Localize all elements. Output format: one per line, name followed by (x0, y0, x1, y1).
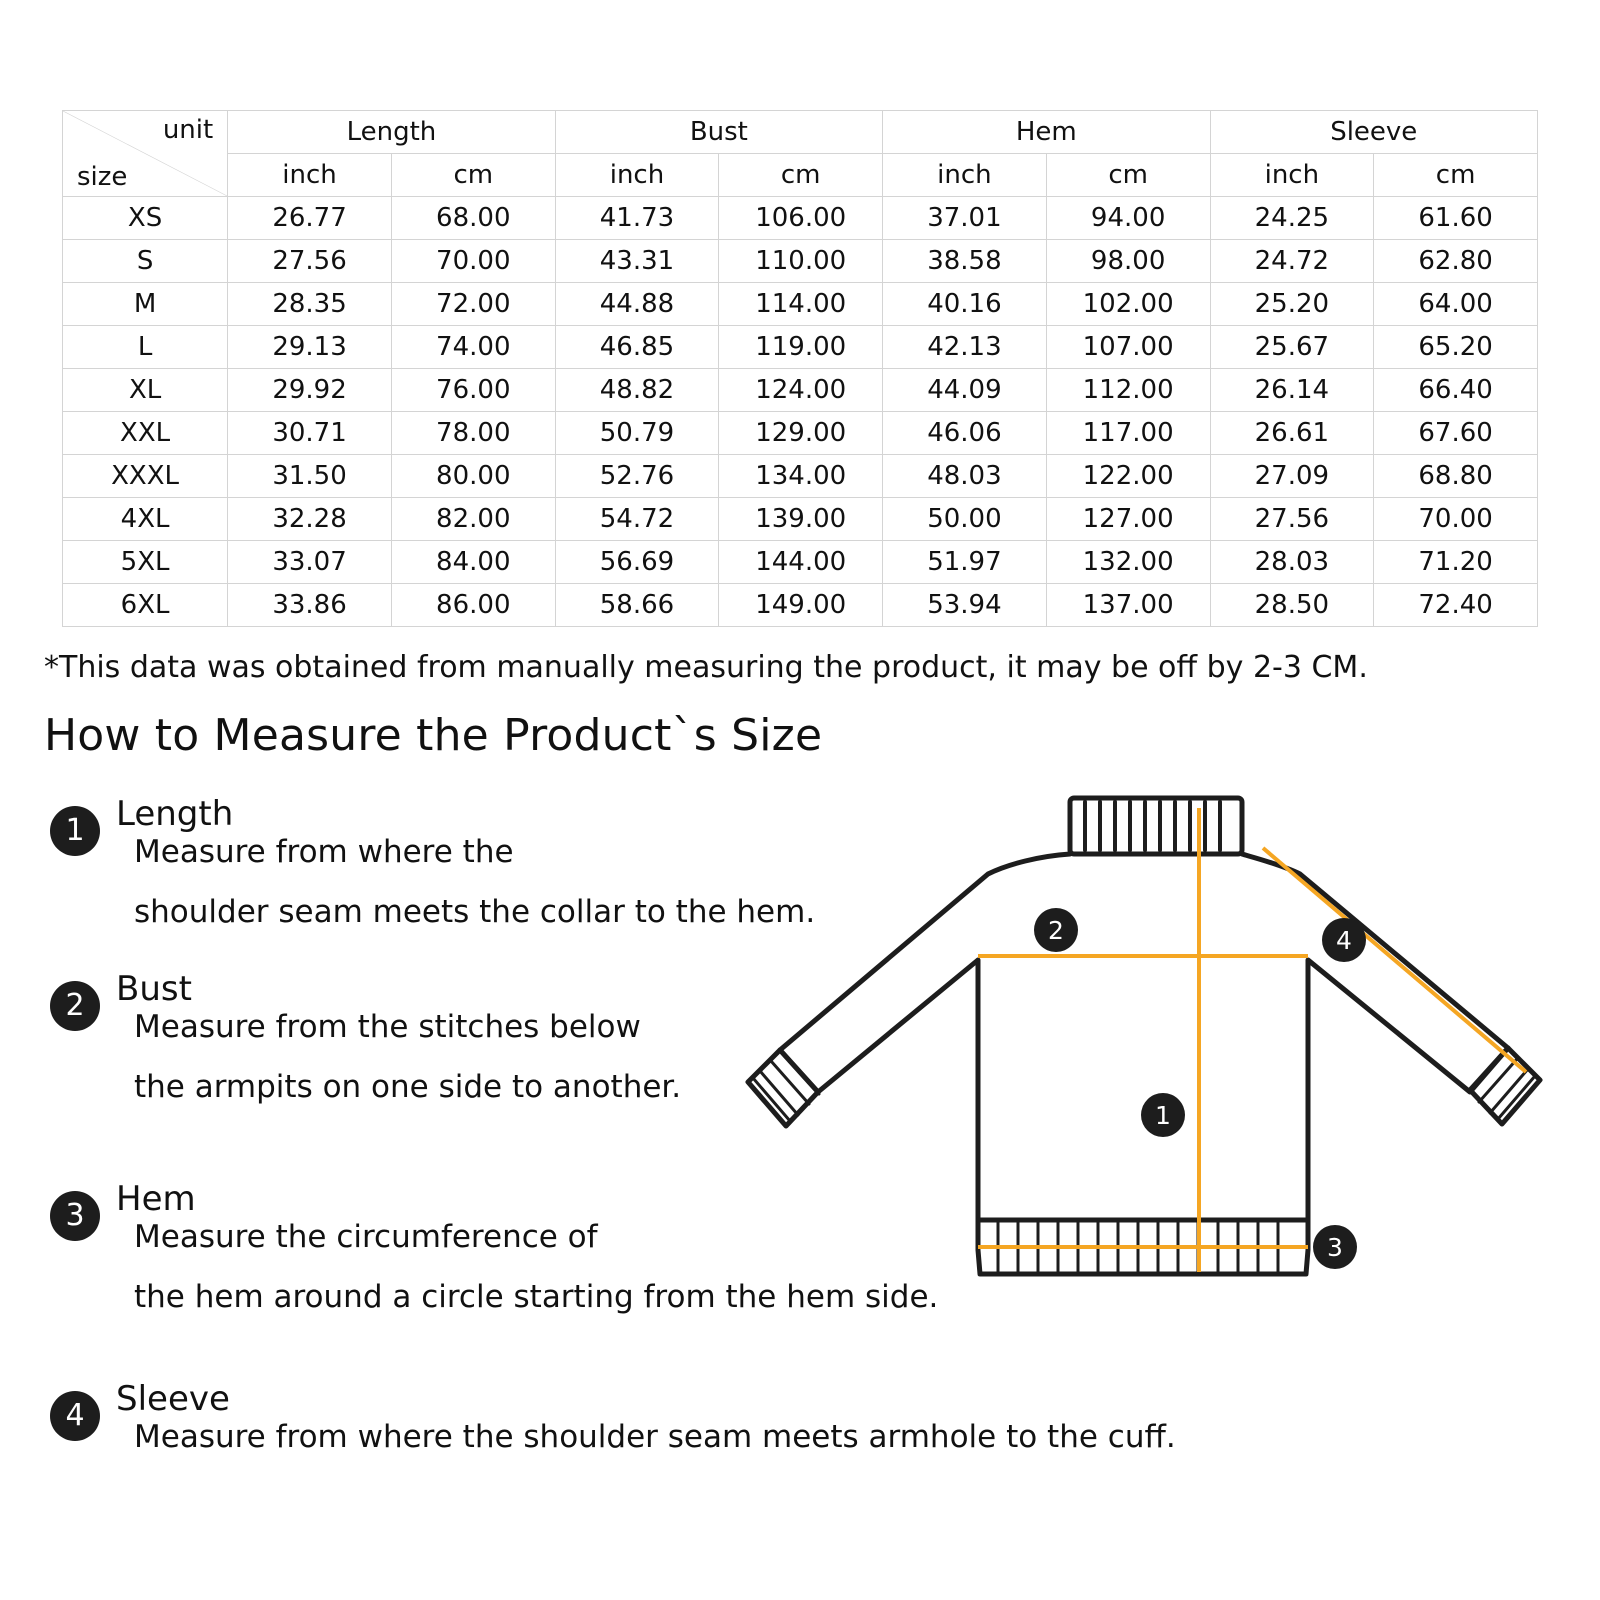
cell-sleeve-inch: 28.03 (1210, 541, 1374, 584)
cell-bust-inch: 52.76 (555, 455, 719, 498)
cell-length-cm: 74.00 (391, 326, 555, 369)
cell-hem-inch: 48.03 (883, 455, 1047, 498)
table-header-units (63, 154, 1538, 197)
cell-sleeve-cm: 70.00 (1374, 498, 1538, 541)
sweater-body-outline (780, 854, 1508, 1274)
step-badge-2: 2 (50, 981, 100, 1031)
step-title-bust: Bust (116, 969, 192, 1009)
step-desc-line1: Measure from where the shoulder seam meets armhole to the cuff. (134, 1419, 1176, 1455)
size-label: size (77, 162, 128, 192)
cell-hem-cm: 94.00 (1046, 197, 1210, 240)
table-row (63, 326, 1538, 369)
step-desc-line1: Measure the circumference of (134, 1219, 598, 1255)
cell-length-inch: 29.92 (228, 369, 392, 412)
cell-length-inch: 26.77 (228, 197, 392, 240)
row-size: L (63, 326, 228, 369)
step-desc-line2: shoulder seam meets the collar to the hem. (134, 894, 816, 930)
cell-length-inch: 33.07 (228, 541, 392, 584)
cell-hem-cm: 98.00 (1046, 240, 1210, 283)
cell-hem-inch: 46.06 (883, 412, 1047, 455)
cell-sleeve-cm: 71.20 (1374, 541, 1538, 584)
size-chart-table (62, 110, 1538, 627)
cell-hem-inch: 53.94 (883, 584, 1047, 627)
marker-1-label: 1 (1155, 1101, 1171, 1130)
cell-sleeve-cm: 64.00 (1374, 283, 1538, 326)
group-header-bust: Bust (555, 111, 882, 154)
cell-length-inch: 29.13 (228, 326, 392, 369)
table-row (63, 283, 1538, 326)
table-row (63, 369, 1538, 412)
subheader-sleeve-inch: inch (1210, 154, 1374, 197)
cell-length-cm: 76.00 (391, 369, 555, 412)
cell-length-inch: 28.35 (228, 283, 392, 326)
cell-length-cm: 80.00 (391, 455, 555, 498)
cell-bust-cm: 119.00 (719, 326, 883, 369)
cell-hem-cm: 137.00 (1046, 584, 1210, 627)
marker-3-label: 3 (1327, 1233, 1343, 1262)
cell-hem-cm: 127.00 (1046, 498, 1210, 541)
cell-bust-cm: 134.00 (719, 455, 883, 498)
subheader-hem-inch: inch (883, 154, 1047, 197)
cell-bust-inch: 46.85 (555, 326, 719, 369)
step-title-hem: Hem (116, 1179, 196, 1219)
cell-length-inch: 27.56 (228, 240, 392, 283)
cell-hem-cm: 102.00 (1046, 283, 1210, 326)
cell-hem-cm: 107.00 (1046, 326, 1210, 369)
cell-bust-cm: 110.00 (719, 240, 883, 283)
cell-hem-inch: 44.09 (883, 369, 1047, 412)
group-header-sleeve: Sleeve (1210, 111, 1538, 154)
cell-hem-inch: 50.00 (883, 498, 1047, 541)
size-chart-table-wrapper (62, 110, 1538, 627)
cell-length-inch: 32.28 (228, 498, 392, 541)
row-size: M (63, 283, 228, 326)
cell-hem-inch: 38.58 (883, 240, 1047, 283)
cell-sleeve-cm: 72.40 (1374, 584, 1538, 627)
cell-sleeve-cm: 61.60 (1374, 197, 1538, 240)
row-size: 5XL (63, 541, 228, 584)
table-row (63, 197, 1538, 240)
measurement-disclaimer: *This data was obtained from manually measuring the product, it may be off by 2-3 CM. (44, 650, 1368, 685)
cell-length-inch: 33.86 (228, 584, 392, 627)
unit-label: unit (162, 115, 214, 145)
table-header-groups (63, 111, 1538, 154)
table-row (63, 240, 1538, 283)
row-size: XXL (63, 412, 228, 455)
subheader-hem-cm: cm (1046, 154, 1210, 197)
cell-bust-inch: 44.88 (555, 283, 719, 326)
cell-sleeve-cm: 66.40 (1374, 369, 1538, 412)
cell-length-cm: 82.00 (391, 498, 555, 541)
table-row (63, 584, 1538, 627)
cell-bust-cm: 144.00 (719, 541, 883, 584)
subheader-length-inch: inch (228, 154, 392, 197)
cell-length-inch: 30.71 (228, 412, 392, 455)
cell-length-cm: 84.00 (391, 541, 555, 584)
sweater-illustration-icon (740, 790, 1570, 1320)
row-size: XXXL (63, 455, 228, 498)
cell-hem-cm: 132.00 (1046, 541, 1210, 584)
cell-bust-inch: 48.82 (555, 369, 719, 412)
collar-shape (1070, 798, 1242, 854)
cell-length-cm: 72.00 (391, 283, 555, 326)
cell-hem-cm: 122.00 (1046, 455, 1210, 498)
cell-length-cm: 86.00 (391, 584, 555, 627)
cell-bust-cm: 129.00 (719, 412, 883, 455)
cell-sleeve-cm: 62.80 (1374, 240, 1538, 283)
cell-length-cm: 78.00 (391, 412, 555, 455)
cell-bust-cm: 106.00 (719, 197, 883, 240)
cell-bust-inch: 56.69 (555, 541, 719, 584)
group-header-length: Length (228, 111, 555, 154)
step-badge-4: 4 (50, 1391, 100, 1441)
cell-bust-inch: 54.72 (555, 498, 719, 541)
cell-sleeve-inch: 27.56 (1210, 498, 1374, 541)
row-size: XL (63, 369, 228, 412)
cell-sleeve-cm: 68.80 (1374, 455, 1538, 498)
table-row (63, 455, 1538, 498)
sleeve-measure-line (1263, 848, 1526, 1072)
cell-sleeve-inch: 26.61 (1210, 412, 1374, 455)
cell-bust-inch: 58.66 (555, 584, 719, 627)
marker-4-label: 4 (1336, 926, 1352, 955)
cell-bust-cm: 124.00 (719, 369, 883, 412)
step-title-sleeve: Sleeve (116, 1379, 230, 1419)
row-size: XS (63, 197, 228, 240)
measurement-lines (978, 808, 1526, 1272)
step-badge-3: 3 (50, 1191, 100, 1241)
marker-2-label: 2 (1048, 916, 1064, 945)
step-title-length: Length (116, 794, 234, 834)
step-badge-1: 1 (50, 806, 100, 856)
cell-sleeve-cm: 67.60 (1374, 412, 1538, 455)
table-row (63, 498, 1538, 541)
cell-sleeve-inch: 25.20 (1210, 283, 1374, 326)
cell-bust-cm: 114.00 (719, 283, 883, 326)
cell-hem-inch: 42.13 (883, 326, 1047, 369)
cell-length-inch: 31.50 (228, 455, 392, 498)
cell-length-cm: 70.00 (391, 240, 555, 283)
step-desc-line2: the hem around a circle starting from the hem side. (134, 1279, 939, 1315)
cell-sleeve-inch: 28.50 (1210, 584, 1374, 627)
cell-sleeve-inch: 27.09 (1210, 455, 1374, 498)
cell-bust-cm: 139.00 (719, 498, 883, 541)
step-desc-line1: Measure from where the (134, 834, 514, 870)
cell-bust-inch: 43.31 (555, 240, 719, 283)
row-size: S (63, 240, 228, 283)
cell-hem-inch: 40.16 (883, 283, 1047, 326)
cell-sleeve-inch: 24.25 (1210, 197, 1374, 240)
sweater-measurement-diagram (740, 790, 1570, 1320)
cell-hem-cm: 112.00 (1046, 369, 1210, 412)
table-row (63, 412, 1538, 455)
cell-hem-inch: 51.97 (883, 541, 1047, 584)
cell-bust-cm: 149.00 (719, 584, 883, 627)
step-desc-line2: the armpits on one side to another. (134, 1069, 682, 1105)
cell-sleeve-inch: 26.14 (1210, 369, 1374, 412)
cell-bust-inch: 50.79 (555, 412, 719, 455)
page-title: How to Measure the Product`s Size (44, 710, 823, 761)
row-size: 4XL (63, 498, 228, 541)
cell-sleeve-inch: 25.67 (1210, 326, 1374, 369)
step-desc-line1: Measure from the stitches below (134, 1009, 641, 1045)
cell-hem-cm: 117.00 (1046, 412, 1210, 455)
subheader-length-cm: cm (391, 154, 555, 197)
table-row (63, 541, 1538, 584)
row-size: 6XL (63, 584, 228, 627)
cell-bust-inch: 41.73 (555, 197, 719, 240)
cell-length-cm: 68.00 (391, 197, 555, 240)
subheader-bust-cm: cm (719, 154, 883, 197)
group-header-hem: Hem (883, 111, 1210, 154)
cell-sleeve-cm: 65.20 (1374, 326, 1538, 369)
subheader-bust-inch: inch (555, 154, 719, 197)
subheader-sleeve-cm: cm (1374, 154, 1538, 197)
cell-hem-inch: 37.01 (883, 197, 1047, 240)
table-corner-cell (63, 111, 228, 197)
cell-sleeve-inch: 24.72 (1210, 240, 1374, 283)
